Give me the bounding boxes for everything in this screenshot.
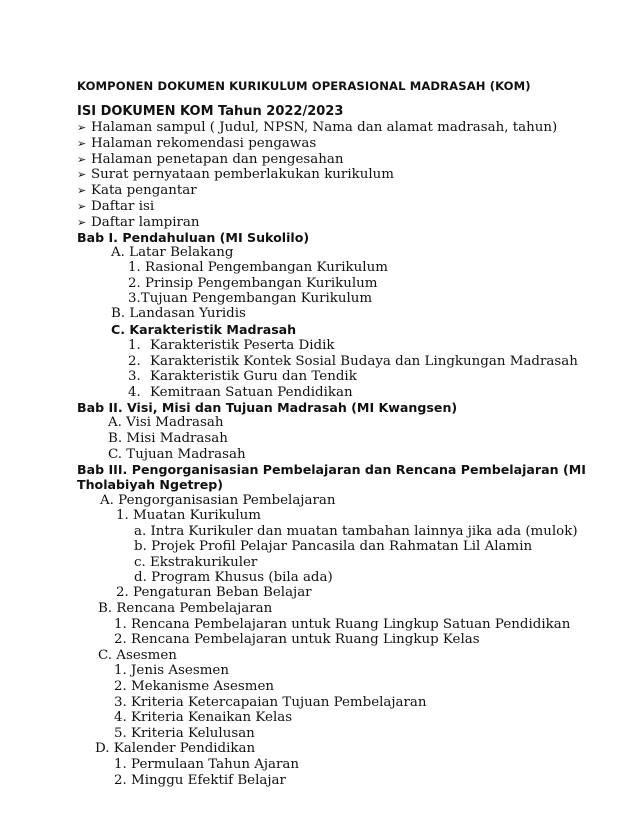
bab1-heading: Bab I. Pendahuluan (MI Sukolilo) [77, 230, 310, 245]
list-item: A. Visi Madrasah [108, 415, 224, 430]
list-item: 2. Karakteristik Kontek Sosial Budaya dan Lingkungan Madrasah [128, 354, 578, 369]
list-item: 1. Karakteristik Peserta Didik [128, 338, 335, 353]
bab3-section-d: D. Kalender Pendidikan [95, 741, 256, 756]
bab3-heading: Bab III. Pengorganisasian Pembelajaran dan Rencana Pembelajaran (MI [77, 462, 586, 477]
list-item: 2. Rencana Pembelajaran untuk Ruang Lingkup Kelas [114, 632, 480, 647]
arrow-bullet-icon: ➢ [77, 137, 87, 150]
list-item: ➢ Daftar isi [77, 199, 155, 214]
list-item: 1. Rasional Pengembangan Kurikulum [128, 260, 388, 275]
bab3-section-a: A. Pengorganisasian Pembelajaran [100, 493, 336, 508]
document-title: KOMPONEN DOKUMEN KURIKULUM OPERASIONAL MADRASAH (KOM) [77, 79, 531, 93]
list-item: ➢ Halaman sampul ( Judul, NPSN, Nama dan alamat madrasah, tahun) [77, 120, 558, 135]
list-item: 4. Kriteria Kenaikan Kelas [114, 710, 293, 725]
arrow-bullet-icon: ➢ [77, 121, 87, 134]
arrow-bullet-icon: ➢ [77, 216, 87, 229]
list-item: 1. Muatan Kurikulum [116, 508, 261, 523]
list-item: 1. Jenis Asesmen [114, 663, 229, 678]
list-item: ➢ Halaman penetapan dan pengesahan [77, 152, 344, 167]
bab3-section-b: B. Rencana Pembelajaran [98, 601, 273, 616]
list-item: B. Misi Madrasah [108, 431, 228, 446]
list-item: 4. Kemitraan Satuan Pendidikan [128, 385, 353, 400]
list-item: 3.Tujuan Pengembangan Kurikulum [128, 291, 373, 306]
list-item: 2. Mekanisme Asesmen [114, 679, 275, 694]
list-item: C. Tujuan Madrasah [108, 447, 246, 462]
bab3-section-c: C. Asesmen [98, 648, 177, 663]
list-item: 1. Permulaan Tahun Ajaran [114, 757, 300, 772]
list-item: ➢ Daftar lampiran [77, 215, 200, 230]
arrow-bullet-icon: ➢ [77, 200, 87, 213]
bab1-section-c: C. Karakteristik Madrasah [111, 322, 297, 337]
isi-heading: ISI DOKUMEN KOM Tahun 2022/2023 [77, 104, 344, 119]
arrow-bullet-icon: ➢ [77, 153, 87, 166]
bab1-section-a: A. Latar Belakang [111, 245, 234, 260]
list-item: 5. Kriteria Kelulusan [114, 726, 255, 741]
list-item: ➢ Surat pernyataan pemberlakukan kurikulum [77, 167, 394, 182]
arrow-bullet-icon: ➢ [77, 168, 87, 181]
bab2-heading: Bab II. Visi, Misi dan Tujuan Madrasah (MI Kwangsen) [77, 400, 458, 415]
list-item: d. Program Khusus (bila ada) [134, 570, 333, 585]
list-item: 1. Rencana Pembelajaran untuk Ruang Lingkup Satuan Pendidikan [114, 617, 571, 632]
list-item: 3. Kriteria Ketercapaian Tujuan Pembelajaran [114, 695, 427, 710]
list-item: 2. Minggu Efektif Belajar [114, 773, 286, 788]
list-item: a. Intra Kurikuler dan muatan tambahan lainnya jika ada (mulok) [134, 524, 578, 539]
arrow-bullet-icon: ➢ [77, 184, 87, 197]
bab1-section-b: B. Landasan Yuridis [111, 306, 246, 321]
list-item: ➢ Halaman rekomendasi pengawas [77, 136, 317, 151]
list-item: ➢ Kata pengantar [77, 183, 197, 198]
list-item: 2. Prinsip Pengembangan Kurikulum [128, 276, 378, 291]
list-item: c. Ekstrakurikuler [134, 555, 258, 570]
list-item: b. Projek Profil Pelajar Pancasila dan Rahmatan Lil Alamin [134, 539, 533, 554]
bab3-heading-cont: Tholabiyah Ngetrep) [77, 477, 224, 492]
list-item: 2. Pengaturan Beban Belajar [116, 585, 312, 600]
list-item: 3. Karakteristik Guru dan Tendik [128, 369, 357, 384]
